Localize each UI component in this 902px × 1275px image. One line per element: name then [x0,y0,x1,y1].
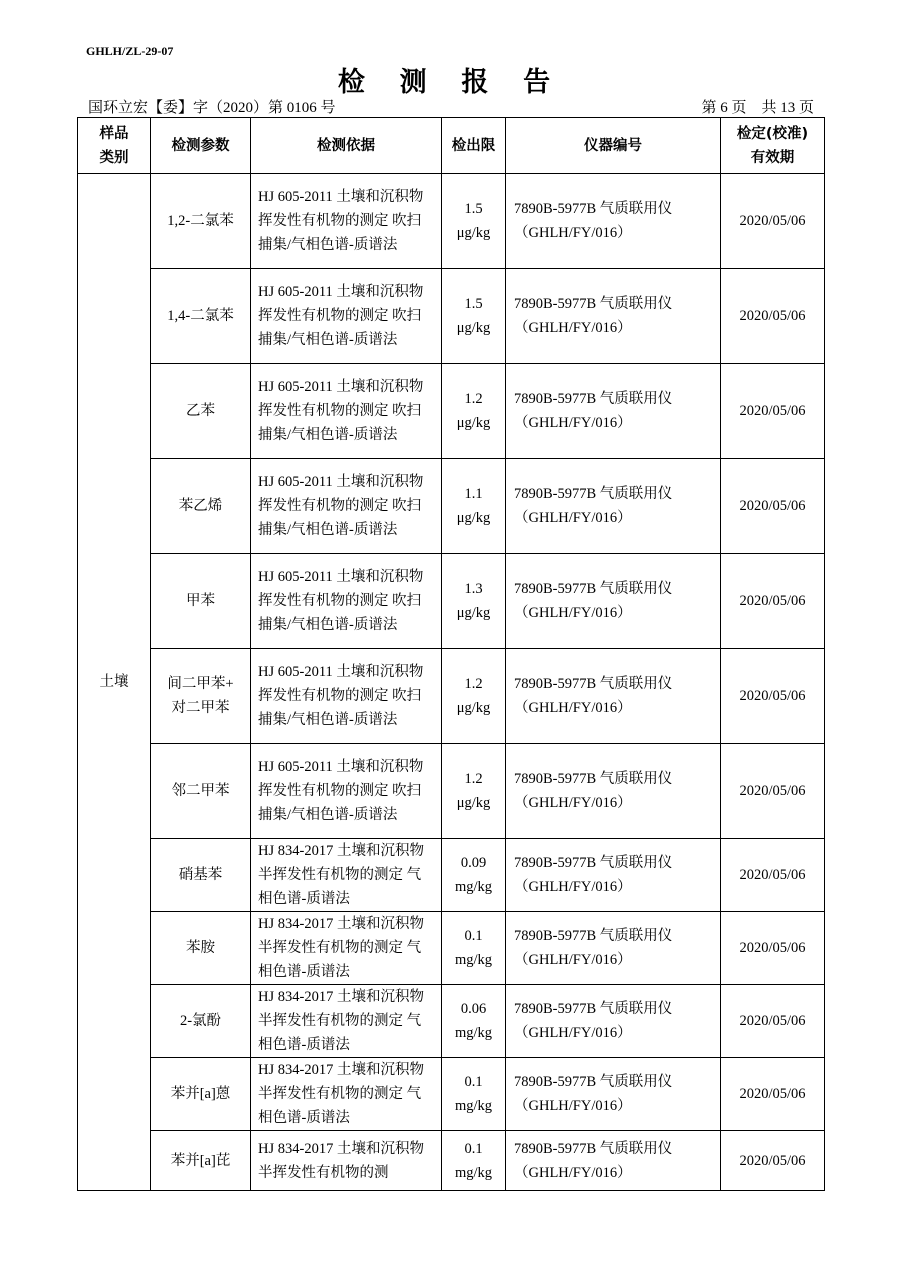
instrument-cell: 7890B-5977B 气质联用仪 （GHLH/FY/016） [506,459,721,554]
detection-limit-cell: 0.1 mg/kg [442,1131,506,1191]
table-row [78,364,825,459]
method-cell: HJ 605-2011 土壤和沉积物 挥发性有机物的测定 吹扫捕集/气相色谱-质谱法 [251,364,442,459]
parameter-cell: 苯乙烯 [151,459,251,554]
table-row [78,985,825,1058]
parameter-cell: 1,4-二氯苯 [151,269,251,364]
method-cell: HJ 834-2017 土壤和沉积物 半挥发性有机物的测定 气相色谱-质谱法 [251,1058,442,1131]
validity-cell: 2020/05/06 [721,912,825,985]
method-cell: HJ 605-2011 土壤和沉积物 挥发性有机物的测定 吹扫捕集/气相色谱-质谱法 [251,649,442,744]
instrument-cell: 7890B-5977B 气质联用仪 （GHLH/FY/016） [506,269,721,364]
validity-cell: 2020/05/06 [721,269,825,364]
parameter-cell: 硝基苯 [151,839,251,912]
table-row [78,554,825,649]
parameter-cell: 苯并[a]蒽 [151,1058,251,1131]
header-detection-limit: 检出限 [442,118,506,174]
instrument-cell: 7890B-5977B 气质联用仪 （GHLH/FY/016） [506,649,721,744]
validity-cell: 2020/05/06 [721,459,825,554]
detection-limit-cell: 1.5 μg/kg [442,174,506,269]
detection-limit-cell: 0.06 mg/kg [442,985,506,1058]
test-parameters-table [77,117,825,1191]
instrument-cell: 7890B-5977B 气质联用仪 （GHLH/FY/016） [506,1058,721,1131]
instrument-cell: 7890B-5977B 气质联用仪 （GHLH/FY/016） [506,364,721,459]
parameter-cell: 苯胺 [151,912,251,985]
header-parameter: 检测参数 [151,118,251,174]
parameter-cell: 1,2-二氯苯 [151,174,251,269]
table-row [78,744,825,839]
sample-category-cell: 土壤 [78,174,151,1191]
instrument-cell: 7890B-5977B 气质联用仪 （GHLH/FY/016） [506,1131,721,1191]
table-header-row [78,118,825,174]
detection-limit-cell: 0.1 mg/kg [442,1058,506,1131]
parameter-cell: 甲苯 [151,554,251,649]
table-row [78,839,825,912]
method-cell: HJ 834-2017 土壤和沉积物 半挥发性有机物的测定 气相色谱-质谱法 [251,839,442,912]
validity-cell: 2020/05/06 [721,364,825,459]
method-cell: HJ 834-2017 土壤和沉积物 半挥发性有机物的测 [251,1131,442,1191]
method-cell: HJ 605-2011 土壤和沉积物 挥发性有机物的测定 吹扫捕集/气相色谱-质谱法 [251,174,442,269]
reference-number: 国环立宏【委】字（2020）第 0106 号 [88,100,336,116]
page-indicator: 第 6 页 共 13 页 [701,100,814,116]
header-validity: 检定(校准) 有效期 [721,118,825,174]
table-row [78,1131,825,1191]
detection-limit-cell: 1.2 μg/kg [442,649,506,744]
table-body [78,174,825,1191]
detection-limit-cell: 0.1 mg/kg [442,912,506,985]
validity-cell: 2020/05/06 [721,1131,825,1191]
table-row [78,912,825,985]
table-row [78,1058,825,1131]
detection-limit-cell: 1.2 μg/kg [442,364,506,459]
detection-limit-cell: 1.3 μg/kg [442,554,506,649]
header-sample-category: 样品 类别 [78,118,151,174]
instrument-cell: 7890B-5977B 气质联用仪 （GHLH/FY/016） [506,912,721,985]
header-method: 检测依据 [251,118,442,174]
header-instrument: 仪器编号 [506,118,721,174]
validity-cell: 2020/05/06 [721,985,825,1058]
parameter-cell: 2-氯酚 [151,985,251,1058]
method-cell: HJ 834-2017 土壤和沉积物 半挥发性有机物的测定 气相色谱-质谱法 [251,912,442,985]
method-cell: HJ 605-2011 土壤和沉积物 挥发性有机物的测定 吹扫捕集/气相色谱-质谱法 [251,744,442,839]
validity-cell: 2020/05/06 [721,554,825,649]
parameter-cell: 苯并[a]芘 [151,1131,251,1191]
instrument-cell: 7890B-5977B 气质联用仪 （GHLH/FY/016） [506,174,721,269]
method-cell: HJ 605-2011 土壤和沉积物 挥发性有机物的测定 吹扫捕集/气相色谱-质谱法 [251,269,442,364]
table-row [78,174,825,269]
method-cell: HJ 834-2017 土壤和沉积物 半挥发性有机物的测定 气相色谱-质谱法 [251,985,442,1058]
parameter-cell: 间二甲苯+ 对二甲苯 [151,649,251,744]
parameter-cell: 乙苯 [151,364,251,459]
table-row [78,459,825,554]
detection-limit-cell: 1.5 μg/kg [442,269,506,364]
report-title: 检 测 报 告 [337,67,565,97]
instrument-cell: 7890B-5977B 气质联用仪 （GHLH/FY/016） [506,985,721,1058]
instrument-cell: 7890B-5977B 气质联用仪 （GHLH/FY/016） [506,554,721,649]
validity-cell: 2020/05/06 [721,839,825,912]
method-cell: HJ 605-2011 土壤和沉积物 挥发性有机物的测定 吹扫捕集/气相色谱-质谱法 [251,459,442,554]
validity-cell: 2020/05/06 [721,1058,825,1131]
instrument-cell: 7890B-5977B 气质联用仪 （GHLH/FY/016） [506,839,721,912]
detection-limit-cell: 0.09 mg/kg [442,839,506,912]
table-row [78,269,825,364]
validity-cell: 2020/05/06 [721,744,825,839]
validity-cell: 2020/05/06 [721,649,825,744]
detection-limit-cell: 1.2 μg/kg [442,744,506,839]
detection-limit-cell: 1.1 μg/kg [442,459,506,554]
document-code: GHLH/ZL-29-07 [86,44,174,58]
instrument-cell: 7890B-5977B 气质联用仪 （GHLH/FY/016） [506,744,721,839]
method-cell: HJ 605-2011 土壤和沉积物 挥发性有机物的测定 吹扫捕集/气相色谱-质谱法 [251,554,442,649]
parameter-cell: 邻二甲苯 [151,744,251,839]
table-row [78,649,825,744]
validity-cell: 2020/05/06 [721,174,825,269]
